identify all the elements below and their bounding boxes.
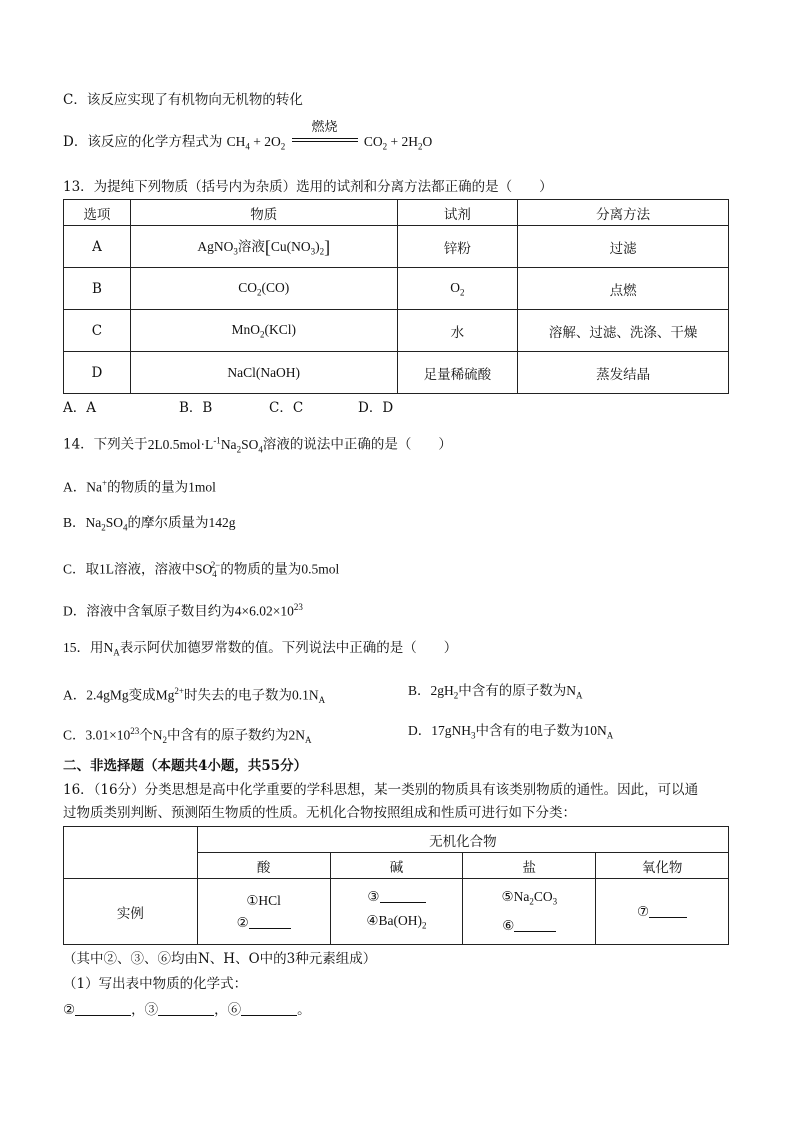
answer-blank[interactable] [249,914,291,929]
q12-option-c: C．该反应实现了有机物向无机物的转化 [63,92,303,108]
cell-acid [197,879,330,945]
answer-blank[interactable] [241,1001,297,1016]
table-corner [64,827,198,879]
row-substance: MnO$_2$(KCl) [130,310,397,352]
table-row [64,268,729,310]
row-method: 点燃 [518,268,729,310]
table-row [64,310,729,352]
q16-note: （其中②、③、⑥均由N、H、O中的3种元素组成） [63,951,377,967]
answer-blank[interactable] [75,1001,131,1016]
category-acid: 酸 [197,853,330,879]
answer-blank[interactable] [649,903,687,918]
cell-base [330,879,463,945]
answer-a: A．A [63,400,96,416]
acid-example-1: ①HCl [246,892,281,908]
row-option: B [64,268,131,310]
row-reagent: $O_2$ [397,268,518,310]
q12-equation-rhs: $CO_2 + 2H_2O$ [363,134,433,152]
answer-c: C．C [269,400,304,416]
answer-blank[interactable] [158,1001,214,1016]
q16-fill-line: ② ，③ ，⑥ 。 [63,1002,311,1018]
q16-subquestion-1: （1）写出表中物质的化学式： [63,976,248,992]
q16-stem-line2: 过物质类别判断、预测陌生物质的性质。无机化合物按照组成和性质可进行如下分类： [63,805,576,821]
salt-example-2: ⑥ [463,914,595,938]
q12-option-d-prefix: D．该反应的化学方程式为 [63,134,223,150]
q13-answers [63,399,393,417]
row-substance: AgNO$_3$溶液$[Cu(NO_3)_2]$ [130,226,397,268]
reaction-condition: 燃烧 [311,120,338,135]
q12-option-d [63,120,433,156]
answer-blank[interactable] [514,917,556,932]
q14-formula: $2L0.5mol\cdot L^{-1}Na_2SO_4$ [147,435,263,455]
fill-end: 。 [297,1002,311,1018]
q14-option-c: C．取1L溶液，溶液中$SO_4^{2-}$的物质的量为0.5mol [63,560,340,580]
q14-stem [63,431,452,458]
q16-stem-line1: 16．（16分）分类思想是高中化学重要的学科思想，某一类别的物质具有该类别物质的通性。因此，可以通 [63,782,699,798]
table-row [64,352,729,394]
q15-option-c: C．$3.01\times 10^{23}$个$N_2$中含有的原子数约为$2N_A$ [63,726,312,746]
table-title: 无机化合物 [197,827,728,853]
row-reagent: 足量稀硫酸 [397,352,518,394]
category-oxide: 氧化物 [596,853,729,879]
q14-stem-suffix: 溶液的说法中正确的是（ ） [262,436,452,453]
cell-salt [463,879,596,945]
table-row [64,226,729,268]
fill-label-2: ② [63,1002,76,1018]
header-option: 选项 [64,200,131,226]
q16-table [63,826,729,945]
row-reagent: 锌粉 [397,226,518,268]
header-substance: 物质 [130,200,397,226]
base-example-1: ③ [331,885,463,909]
acid-example-2: ② [198,912,330,934]
category-salt: 盐 [463,853,596,879]
fill-label-6: ⑥ [227,1002,242,1018]
row-substance: NaCl(NaOH) [130,352,397,394]
base-example-2: $④Ba(OH)_2$ [366,913,427,931]
salt-example-1: $⑤Na_2CO_3$ [501,889,558,907]
header-method: 分离方法 [518,200,729,226]
row-option: C [64,310,131,352]
fill-label-3: ③ [144,1002,159,1018]
q15-option-d: D．17gNH$_3$中含有的电子数为$10N_A$ [408,723,614,741]
answer-blank[interactable] [380,888,426,903]
section-title: 二、非选择题（本题共4小题，共55分） [63,758,308,774]
answer-d: D．D [358,400,394,416]
row-method: 过滤 [518,226,729,268]
q13-stem: 13．为提纯下列物质（括号内为杂质）选用的试剂和分离方法都正确的是（ ） [63,179,553,195]
row-substance: $CO_2(CO)$ [130,268,397,310]
row-option: A [64,226,131,268]
q14-option-d: D．溶液中含氧原子数目约为$4\times 6.02\times 10^{23}$ [63,602,303,619]
q12-equation-lhs: $CH_4 + 2O_2$ [226,134,286,152]
q14-stem-prefix: 14．下列关于 [63,436,148,453]
reaction-arrow [292,120,358,149]
row-method: 蒸发结晶 [518,352,729,394]
row-method: 溶解、过滤、洗涤、干燥 [518,310,729,352]
cell-oxide [596,879,729,945]
q14-option-a: A．Na+的物质的量为1mol [63,478,216,495]
oxide-example-1: ⑦ [637,904,650,919]
q15-option-b: B．$2gH_2$中含有的原子数为$N_A$ [408,683,583,701]
row-label-examples: 实例 [64,879,198,945]
q14-option-b: B．$Na_2SO_4$的摩尔质量为142g [63,515,236,533]
q15-stem: 15．用$N_A$表示阿伏加德罗常数的值。下列说法中正确的是（ ） [63,640,458,658]
q13-table [63,199,729,394]
row-reagent: 水 [397,310,518,352]
table-header-row [64,200,729,226]
answer-b: B．B [179,400,213,416]
row-option: D [64,352,131,394]
category-base: 碱 [330,853,463,879]
header-reagent: 试剂 [397,200,518,226]
q15-option-a: A．2.4gMg变成$Mg^{2+}$时失去的电子数为$0.1N_A$ [63,686,326,706]
